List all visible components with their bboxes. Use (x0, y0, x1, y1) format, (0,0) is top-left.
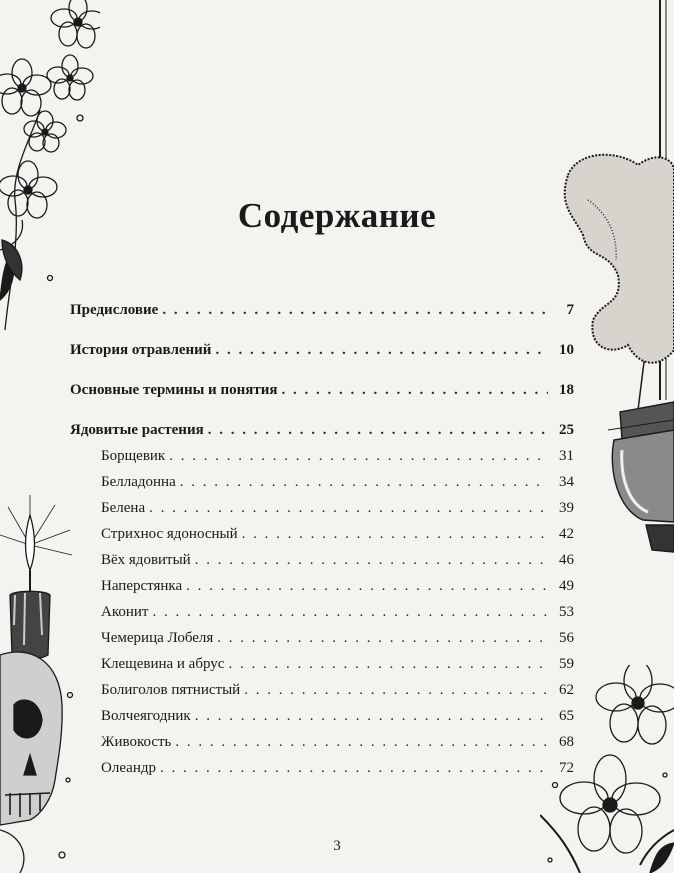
toc-entry-page: 7 (566, 302, 574, 318)
toc-entry-page: 34 (559, 474, 574, 490)
toc-subentry (70, 578, 574, 604)
toc-subentry (70, 682, 574, 708)
toc-leader-dots (208, 422, 548, 439)
page-number: 3 (333, 838, 341, 854)
toc-leader-dots (217, 630, 548, 647)
toc-entry-title: Борщевик (101, 448, 166, 464)
toc-leader-dots (244, 682, 548, 699)
toc-subentry (70, 760, 574, 786)
toc-entry-title: Белладонна (101, 474, 176, 490)
toc-leader-dots (152, 604, 548, 621)
toc-entry-title: Основные термины и понятия (70, 382, 278, 398)
toc-subentry (70, 604, 574, 630)
toc-entry-page: 53 (559, 604, 574, 620)
toc-entry-title: Болиголов пятнистый (101, 682, 241, 698)
toc-subentry (70, 656, 574, 682)
toc-entry-title: Наперстянка (101, 578, 183, 594)
toc-subentry (70, 526, 574, 552)
toc-leader-dots (186, 578, 548, 595)
toc-leader-dots (180, 474, 548, 491)
toc-entry-title: Чемерица Лобеля (101, 630, 214, 646)
toc-entry-title: Аконит (101, 604, 149, 620)
toc-subentry (70, 734, 574, 760)
toc-leader-dots (228, 656, 548, 673)
toc-subentry (70, 448, 574, 474)
toc-entry-page: 42 (559, 526, 574, 542)
toc-leader-dots (281, 382, 548, 399)
toc-chapter-entry (70, 382, 574, 408)
toc-leader-dots (215, 342, 548, 359)
toc-entry-title: Клещевина и абрус (101, 656, 225, 672)
toc-chapter-entry (70, 342, 574, 368)
page-title: Содержание (237, 196, 437, 235)
toc-subentry (70, 708, 574, 734)
flower-branch-illustration (0, 0, 100, 330)
toc-entry-title: Живокость (101, 734, 172, 750)
toc-leader-dots (160, 760, 548, 777)
toc-entry-page: 49 (559, 578, 574, 594)
toc-subentry (70, 630, 574, 656)
toc-subentry (70, 474, 574, 500)
toc-entry-page: 31 (559, 448, 574, 464)
toc-entry-page: 72 (559, 760, 574, 776)
toc-entry-page: 56 (559, 630, 574, 646)
toc-entry-title: Предисловие (70, 302, 159, 318)
table-of-contents (70, 302, 574, 786)
toc-leader-dots (162, 302, 548, 319)
toc-entry-title: Волчеягодник (101, 708, 191, 724)
toc-entry-title: Белена (101, 500, 146, 516)
toc-leader-dots (195, 708, 548, 725)
toc-entry-title: Вёх ядовитый (101, 552, 191, 568)
toc-leader-dots (242, 526, 548, 543)
toc-entry-page: 25 (559, 422, 574, 438)
toc-entry-page: 18 (559, 382, 574, 398)
toc-leader-dots (175, 734, 548, 751)
toc-entry-page: 46 (559, 552, 574, 568)
toc-chapter-entry (70, 422, 574, 448)
toc-entry-title: Ядовитые растения (70, 422, 204, 438)
toc-entry-page: 59 (559, 656, 574, 672)
toc-entry-page: 39 (559, 500, 574, 516)
toc-entry-page: 68 (559, 734, 574, 750)
toc-entry-title: Стрихнос ядоносный (101, 526, 238, 542)
toc-entry-page: 62 (559, 682, 574, 698)
toc-entry-page: 65 (559, 708, 574, 724)
toc-leader-dots (169, 448, 548, 465)
toc-entry-title: Олеандр (101, 760, 156, 776)
toc-leader-dots (195, 552, 548, 569)
toc-entry-title: История отравлений (70, 342, 212, 358)
toc-subentry (70, 500, 574, 526)
candle-skull-illustration (0, 495, 80, 873)
toc-chapter-entry (70, 302, 574, 328)
toc-subentry (70, 552, 574, 578)
toc-leader-dots (149, 500, 548, 517)
toc-entry-page: 10 (559, 342, 574, 358)
